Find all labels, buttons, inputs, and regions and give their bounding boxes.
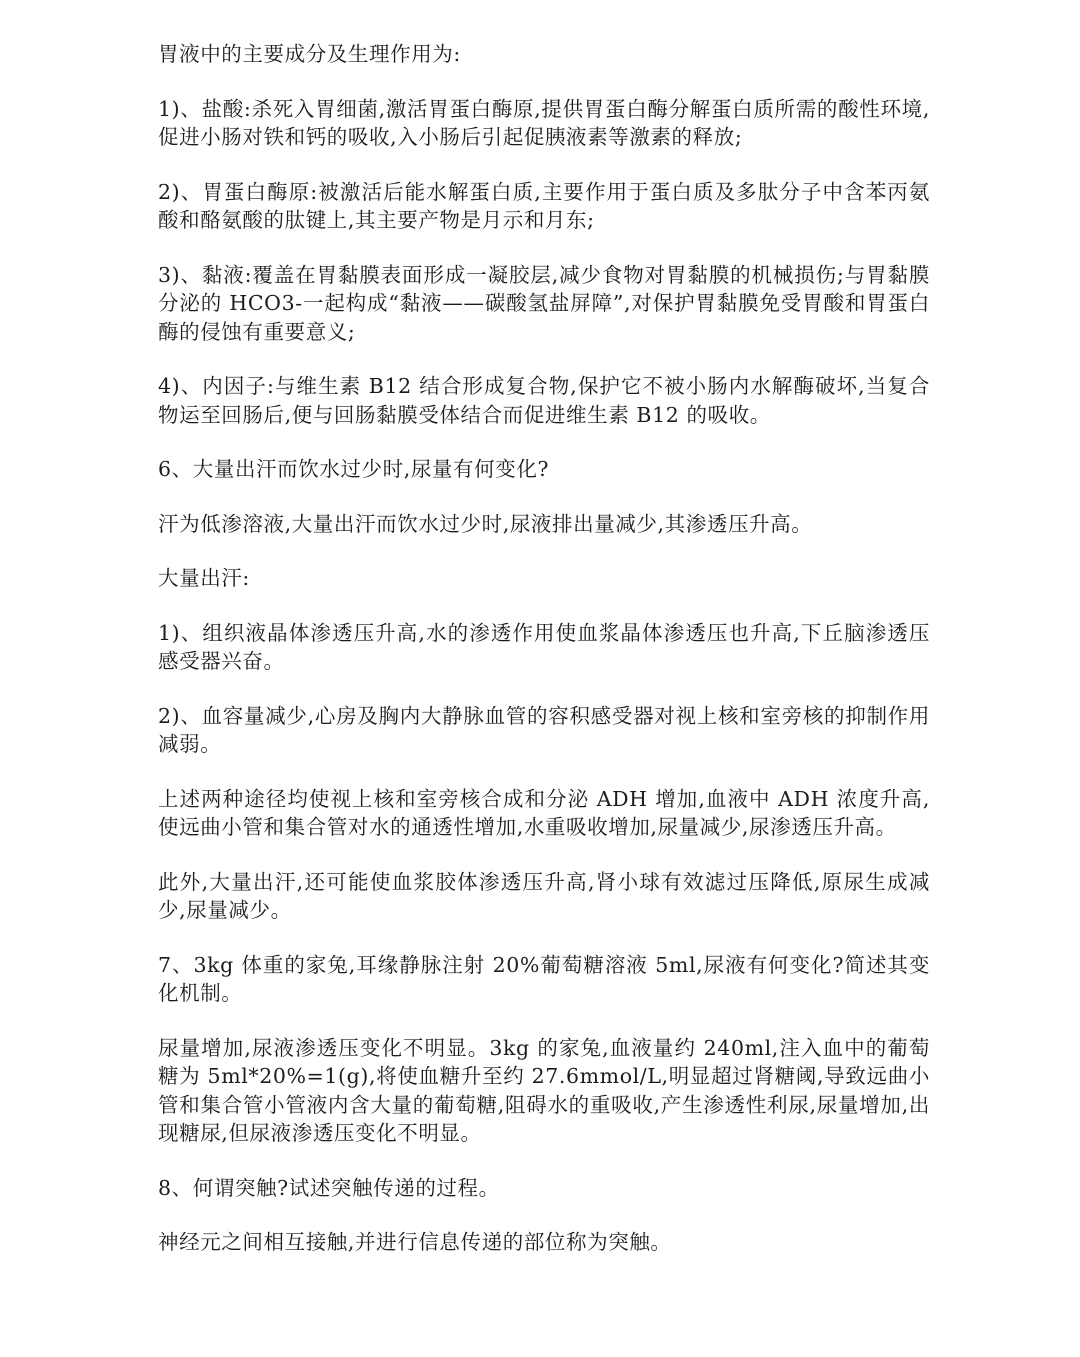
answer-6-subheading: 大量出汗: [158, 566, 250, 590]
answer-6-additional: 此外,大量出汗,还可能使血浆胶体渗透压升高,肾小球有效滤过压降低,原尿生成减少,尿量减少。 [158, 869, 930, 922]
answer-8: 神经元之间相互接触,并进行信息传递的部位称为突触。 [158, 1230, 672, 1254]
answer-6-summary: 汗为低渗溶液,大量出汗而饮水过少时,尿液排出量减少,其渗透压升高。 [158, 511, 813, 536]
paragraph-pepsinogen: 2)、胃蛋白酶原:被激活后能水解蛋白质,主要作用于蛋白质及多肽分子中含苯丙氨酸和酪氨酸的肽键上,其主要产物是月示和月东; [158, 179, 930, 232]
answer-6-point-2: 2)、血容量减少,心房及胸内大静脉血管的容积感受器对视上核和室旁核的抑制作用减弱。 [158, 703, 930, 756]
question-7: 7、3kg 体重的家兔,耳缘静脉注射 20%葡萄糖溶液 5ml,尿液有何变化?简述其变化机制。 [158, 952, 930, 1005]
answer-6-point-1: 1)、组织液晶体渗透压升高,水的渗透作用使血浆晶体渗透压也升高,下丘脑渗透压感受器兴奋。 [158, 620, 930, 673]
paragraph-mucus: 3)、黏液:覆盖在胃黏膜表面形成一凝胶层,减少食物对胃黏膜的机械损伤;与胃黏膜分泌的 HCO3-一起构成“黏液——碳酸氢盐屏障”,对保护胃黏膜免受胃酸和胃蛋白酶的侵蚀有重要意义; [158, 262, 930, 344]
answer-7: 尿量增加,尿液渗透压变化不明显。3kg 的家兔,血液量约 240ml,注入血中的葡萄糖为 5ml*20%=1(g),将使血糖升至约 27.6mmol/L,明显超过肾糖阈,导致远曲小管和集合管小管液内含大量的葡萄糖,阻碍水的重吸收,产生渗透性利尿,尿量增加,出现糖尿,但尿液渗透压变化不明显。 [158, 1035, 930, 1145]
paragraph-hydrochloric-acid: 1)、盐酸:杀死入胃细菌,激活胃蛋白酶原,提供胃蛋白酶分解蛋白质所需的酸性环境,促进小肠对铁和钙的吸收,入小肠后引起促胰液素等激素的释放; [158, 96, 930, 149]
document-body [158, 40, 930, 1283]
question-8: 8、何谓突触?试述突触传递的过程。 [158, 1175, 500, 1200]
answer-6-adh-mechanism: 上述两种途径均使视上核和室旁核合成和分泌 ADH 增加,血液中 ADH 浓度升高,使远曲小管和集合管对水的通透性增加,水重吸收增加,尿量减少,尿渗透压升高。 [158, 786, 930, 839]
question-6: 6、大量出汗而饮水过少时,尿量有何变化? [158, 457, 550, 481]
paragraph-intrinsic-factor: 4)、内因子:与维生素 B12 结合形成复合物,保护它不被小肠内水解酶破坏,当复合物运至回肠后,便与回肠黏膜受体结合而促进维生素 B12 的吸收。 [158, 374, 930, 427]
intro-heading: 胃液中的主要成分及生理作用为: [158, 42, 461, 66]
